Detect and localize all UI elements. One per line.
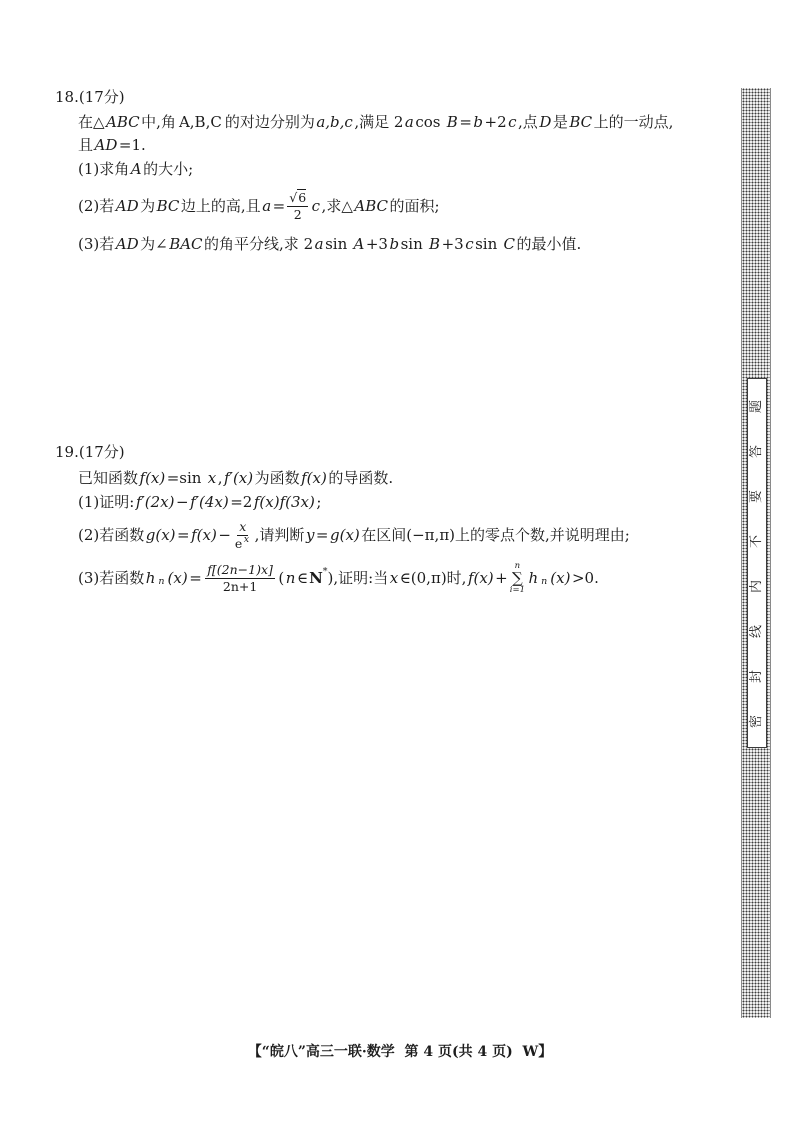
question-19-part-1	[78, 491, 321, 513]
math-expr: f(x)f(3x)	[253, 493, 315, 511]
summation-symbol: ∑	[512, 568, 523, 587]
text-run: 的对边分别为	[224, 113, 315, 131]
text-run: 的最小值.	[516, 235, 582, 253]
math-var: h	[145, 569, 156, 587]
text-run: 在△	[78, 113, 105, 131]
question-19-part-2	[78, 518, 630, 552]
text-run: 为函数	[254, 469, 300, 487]
math-var: x	[389, 569, 399, 587]
math-var: BAC	[169, 235, 203, 253]
text-run: ,求△	[321, 197, 353, 215]
summation	[510, 562, 525, 595]
summation-lower-limit: i=1	[509, 584, 525, 595]
text-run: =2	[230, 493, 253, 511]
math-expr: f(x)	[301, 469, 327, 487]
fraction-denominator: 2	[293, 206, 302, 222]
math-expr: g(x)	[330, 526, 360, 544]
text-run: (3)若	[78, 235, 115, 253]
question-19-part-3	[78, 561, 599, 595]
math-expr: f′(x)	[223, 469, 254, 487]
question-18-part-1	[78, 158, 193, 180]
question-18-part-3	[78, 233, 581, 255]
text-run: 的面积;	[389, 197, 440, 215]
math-var: ABC	[106, 113, 140, 131]
question-18-stem-line-2	[78, 134, 146, 156]
math-var: B	[429, 235, 441, 253]
math-var: a	[404, 113, 414, 131]
math-expr: f′(2x)	[135, 493, 175, 511]
text-run: (1)证明:	[78, 493, 135, 511]
question-18-part-2	[78, 189, 440, 223]
text-run: ;	[316, 493, 322, 511]
text-run: ∈(0,π)时,	[399, 569, 467, 587]
question-19-stem	[78, 467, 393, 489]
text-run: (2)若	[78, 197, 115, 215]
math-var: h	[528, 569, 539, 587]
math-var: BC	[569, 113, 593, 131]
text-run: 的导函数.	[328, 469, 394, 487]
text-run: (1)求角	[78, 160, 130, 178]
math-expr: g(x)	[145, 526, 176, 544]
text-run: ,点	[518, 113, 538, 131]
text-run: ,请判断	[254, 526, 305, 544]
math-expr: f(x)	[139, 469, 166, 487]
text-run: =	[272, 197, 286, 215]
math-var: c	[311, 197, 321, 215]
math-var: x	[207, 469, 217, 487]
exp-superscript: x	[243, 533, 250, 545]
text-run: ,满足 2	[354, 113, 404, 131]
math-var: D	[539, 113, 552, 131]
math-var: AD	[115, 197, 139, 215]
question-number: 19.(17分)	[55, 443, 125, 461]
fraction	[233, 520, 253, 551]
text-run: cos	[415, 113, 446, 131]
text-run: ),证明:当	[327, 569, 389, 587]
text-run: 的大小;	[143, 160, 194, 178]
text-run: −	[218, 526, 231, 544]
math-var: b	[473, 113, 483, 131]
math-var: a	[262, 197, 272, 215]
text-run: 为	[140, 197, 156, 215]
fraction	[287, 191, 308, 222]
exp-base: e	[234, 535, 243, 551]
text-run: sin	[325, 235, 353, 253]
fraction-numerator: f[(2n−1)x]	[207, 561, 273, 577]
math-var: a	[314, 235, 324, 253]
text-run: 边上的高,且	[180, 197, 261, 215]
text-run: >0.	[571, 569, 599, 587]
math-var: y	[305, 526, 315, 544]
text-run: (2)若函数	[78, 526, 145, 544]
question-18-stem-line-1	[78, 111, 673, 133]
page-footer: 【“皖八”高三一联·数学 第 4 页(共 4 页) W】	[247, 1044, 553, 1060]
text-run: sin	[400, 235, 428, 253]
seal-notice-text: 密封线内不要答题	[749, 367, 764, 728]
math-expr: (x)	[550, 569, 571, 587]
sqrt-symbol: √	[289, 189, 298, 205]
fraction-numerator	[287, 191, 308, 207]
fraction-denominator	[233, 533, 253, 551]
angle-labels: A,B,C	[178, 113, 222, 131]
math-var: n	[285, 569, 296, 587]
math-var: C	[503, 235, 516, 253]
math-var: B	[446, 113, 458, 131]
text-run: 且	[78, 136, 94, 154]
math-var: A	[353, 235, 365, 253]
text-run: (3)若函数	[78, 569, 145, 587]
math-var: AD	[115, 235, 139, 253]
text-run: −	[175, 493, 189, 511]
text-run: =	[177, 526, 190, 544]
math-expr: f(x)	[191, 526, 217, 544]
fraction-denominator: 2n+1	[222, 578, 258, 594]
text-run: =sin	[166, 469, 207, 487]
text-run: 在区间(−π,π)上的零点个数,并说明理由;	[361, 526, 630, 544]
subscript: n	[158, 576, 165, 587]
text-run: 中,角	[141, 113, 176, 131]
math-expr: f′(4x)	[190, 493, 229, 511]
text-run: =1.	[118, 136, 146, 154]
text-run: 的角平分线,求 2	[204, 235, 314, 253]
text-run: (	[278, 569, 285, 587]
text-run: 是	[552, 113, 568, 131]
math-expr: f(x)	[467, 569, 494, 587]
text-run: +3	[365, 235, 388, 253]
math-var: a,b,c	[316, 113, 353, 131]
summation-upper-limit: n	[514, 560, 521, 571]
math-var: BC	[156, 197, 180, 215]
superscript: *	[322, 566, 328, 577]
math-var: b	[389, 235, 400, 253]
text-run: sin	[475, 235, 503, 253]
text-run: ,	[217, 469, 223, 487]
fraction	[204, 563, 277, 594]
math-var: c	[465, 235, 474, 253]
math-var: ABC	[354, 197, 388, 215]
text-run: =	[315, 526, 329, 544]
question-18-header	[55, 86, 125, 108]
text-run: 上的一动点,	[593, 113, 674, 131]
natural-numbers-set: N	[309, 569, 323, 587]
math-var: AD	[94, 136, 118, 154]
text-run: +2	[484, 113, 507, 131]
math-var: A	[130, 160, 142, 178]
text-run: 为∠	[140, 235, 168, 253]
question-number: 18.(17分)	[55, 88, 125, 106]
sqrt-radicand: 6	[298, 189, 307, 205]
math-var: c	[508, 113, 517, 131]
text-run: =	[459, 113, 472, 131]
text-run: 已知函数	[78, 469, 139, 487]
text-run: +3	[441, 235, 464, 253]
fraction-numerator: x	[239, 518, 247, 534]
text-run: +	[495, 569, 508, 587]
question-19-header	[55, 441, 125, 463]
text-run: ∈	[296, 569, 309, 587]
text-run: =	[189, 569, 202, 587]
subscript: n	[541, 576, 548, 587]
math-expr: (x)	[167, 569, 188, 587]
